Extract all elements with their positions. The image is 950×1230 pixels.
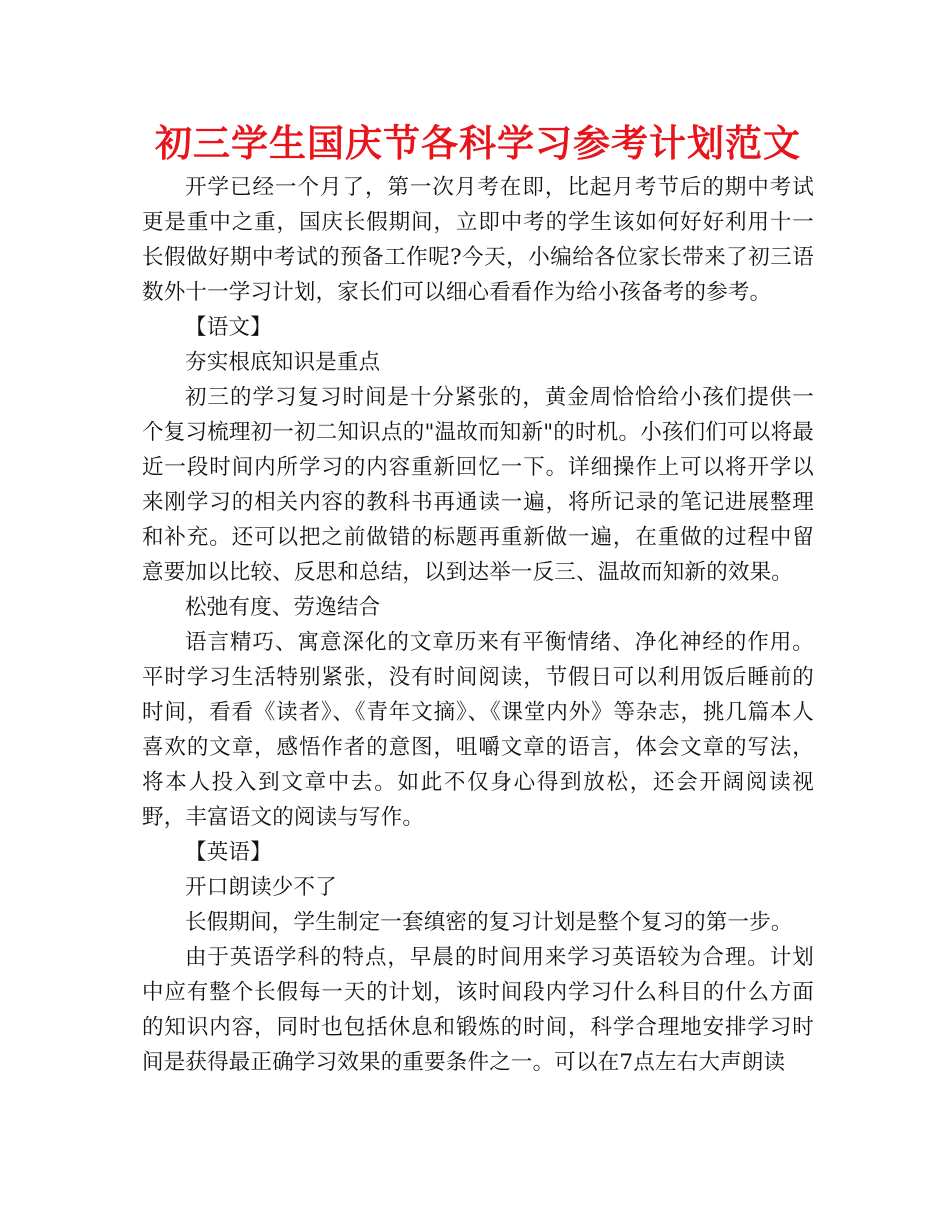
paragraph-chinese-reading: 语言精巧、寓意深化的文章历来有平衡情绪、净化神经的作用。平时学习生活特别紧张，没有时间阅读，节假日可以利用饭后睡前的时间，看看《读者》、《青年文摘》、《课堂内外》等杂志，挑几篇本人喜欢的文章，感悟作者的意图，咀嚼文章的语言，体会文章的写法，将本人投入到文章中去。如此不仅身心得到放松，还会开阔阅读视野，丰富语文的阅读与写作。: [142, 630, 814, 830]
paragraph-english-plan: 长假期间，学生制定一套缜密的复习计划是整个复习的第一步。: [185, 910, 793, 935]
subheading-balance: 松弛有度、劳逸结合: [185, 595, 381, 620]
document-title: 初三学生国庆节各科学习参考计划范文: [155, 122, 801, 165]
paragraph-intro: 开学已经一个月了，第一次月考在即，比起月考节后的期中考试更是重中之重，国庆长假期间，立即中考的学生该如何好好利用十一长假做好期中考试的预备工作呢?今天，小编给各位家长带来了初三语数外十一学习计划，家长们可以细心看看作为给小孩备考的参考。: [142, 175, 814, 305]
document-page: [142, 120, 814, 1080]
subheading-read-aloud: 开口朗读少不了: [185, 875, 337, 900]
subheading-basics: 夯实根底知识是重点: [185, 350, 381, 375]
section-heading-english: 【英语】: [185, 840, 272, 865]
paragraph-english-schedule: 由于英语学科的特点，早晨的时间用来学习英语较为合理。计划中应有整个长假每一天的计划，该时间段内学习什么科目的什么方面的知识内容，同时也包括休息和锻炼的时间，科学合理地安排学习时间是获得最正确学习效果的重要条件之一。可以在7点左右大声朗读: [142, 945, 814, 1075]
section-heading-chinese: 【语文】: [185, 315, 272, 340]
paragraph-chinese-review: 初三的学习复习时间是十分紧张的，黄金周恰恰给小孩们提供一个复习梳理初一初二知识点的"温故而知新"的时机。小孩们们可以将最近一段时间内所学习的内容重新回忆一下。详细操作上可以将开学以来刚学习的相关内容的教科书再通读一遍，将所记录的笔记进展整理和补充。还可以把之前做错的标题再重新做一遍，在重做的过程中留意要加以比较、反思和总结，以到达举一反三、温故而知新的效果。: [142, 385, 814, 585]
